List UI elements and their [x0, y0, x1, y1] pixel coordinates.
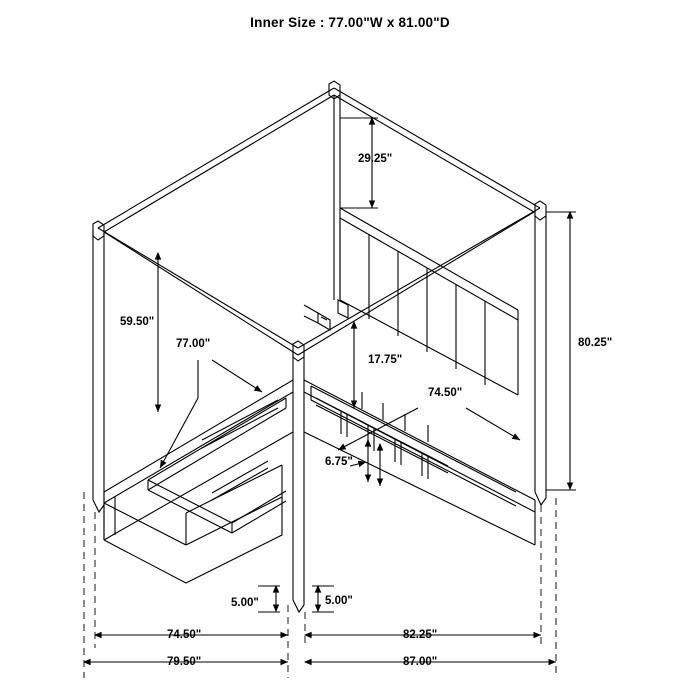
- extension-lines: [84, 492, 556, 678]
- dimension-label-overall-width-right: 87.00": [403, 656, 438, 668]
- dimension-label-mattress-to-rail: 17.75": [368, 354, 403, 366]
- dimension-label-post-height-left: 59.50": [120, 316, 155, 328]
- dimension-label-base-width-left: 74.50": [167, 629, 202, 641]
- dimension-label-canopy-post-top: 29.25": [358, 153, 393, 165]
- dimension-label-slat-clearance: 6.75": [325, 456, 353, 468]
- dimension-label-inner-width: 77.00": [176, 338, 211, 350]
- page-title: Inner Size : 77.00"W x 81.00"D: [250, 15, 450, 30]
- dimension-label-inner-depth-right: 74.50": [428, 387, 463, 399]
- dimension-label-overall-height-right: 80.25": [578, 337, 613, 349]
- dimension-label-overall-width-left: 79.50": [167, 656, 202, 668]
- dimension-label-base-width-right: 82.25": [403, 629, 438, 641]
- bed-geometry: [93, 81, 546, 612]
- dimension-label-leg-height-left: 5.00": [231, 597, 259, 609]
- dimension-label-leg-height-right: 5.00": [325, 595, 353, 607]
